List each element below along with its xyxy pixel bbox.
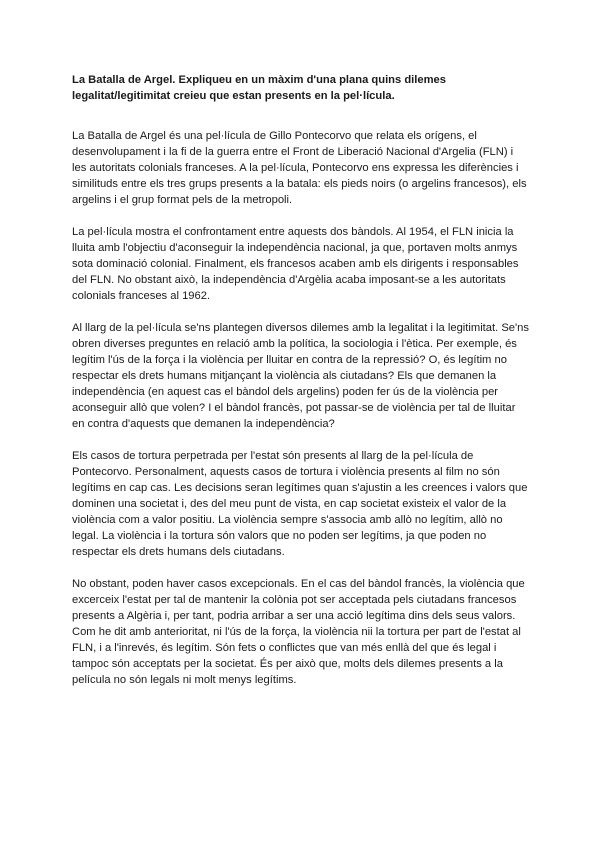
paragraph-exceptions: No obstant, poden haver casos excepcionals. En el cas del bàndol francès, la violència que excerceix l'estat per tal de mantenir la colònia pot ser acceptada pels ciutadans francesos presents a Algèria i, per tant, podria arribar a ser una acció legítima dins dels seus valors. Com he dit amb anterioritat, ni l'ús de la força, la violència nii la tortura per part de l'estat al FLN, i a l'inrevés, és legítim. Són fets o conflictes que van més enllà del que és legal i tampoc són acceptats per la societat. És per això que, molts dels dilemes presents a la película no són legals ni molt menys legítims.	[72, 578, 525, 686]
paragraph-dilemmas: Al llarg de la pel·lícula se'ns plantegen diversos dilemes amb la legalitat i la legitimitat. Se'ns obren diverses preguntes en relació amb la política, la sociologia i l'ètica. Per exemple, és legítim l'ús de la força i la violència per lluitar en contra de la repressió? O, és legítim no respectar els drets humans mitjançant la violència als ciutadans? Els que demanen la independència (en aquest cas el bàndol dels argelins) poden fer ús de la violència per aconseguir allò que volen? I el bàndol francès, pot passar-se de violència per tal de lluitar en contra d'aquests que demanen la independència?	[72, 322, 529, 430]
paragraph-intro: La Batalla de Argel és una pel·lícula de Gillo Pontecorvo que relata els orígens, el desenvolupament i la fi de la guerra entre el Front de Liberació Nacional d'Argelia (FLN) i les autoritats colonials franceses. A la pel·lícula, Pontecorvo ens expressa les diferències i similituds entre els tres grups presents a la batala: els pieds noirs (o argelins francesos), els argelins i el grup format pels de la metropoli.	[72, 130, 527, 206]
paragraph-confrontation: La pel·lícula mostra el confrontament entre aquests dos bàndols. Al 1954, el FLN inicia la lluita amb l'objectiu d'aconseguir la independència nacional, ja que, portaven molts anmys sota dominació colonial. Finalment, els francesos acaben amb els dirigents i responsables del FLN. No obstant això, la independència d'Argèlia acaba imposant-se a les autoritats colonials franceses al 1962.	[72, 226, 519, 302]
paragraph-torture: Els casos de tortura perpetrada per l'estat són presents al llarg de la pel·lícula de Pontecorvo. Personalment, aquests casos de tortura i violència presents al film no són legítims en cap cas. Les decisions seran legítimes quan s'ajustin a les creences i valors que dominen una societat i, des del meu punt de vista, en cap societat existeix el valor de la violència com a valor positiu. La violència sempre s'associa amb allò no legítim, allò no legal. La violència i la tortura són valors que no poden ser legítims, ja que poden no respectar els drets humans dels ciutadans.	[72, 450, 528, 558]
document-title: La Batalla de Argel. Expliqueu en un màxim d'una plana quins dilemes legalitat/legitimitat creieu que estan presents en la pel·lícula.	[72, 74, 447, 102]
document-body	[72, 72, 530, 688]
